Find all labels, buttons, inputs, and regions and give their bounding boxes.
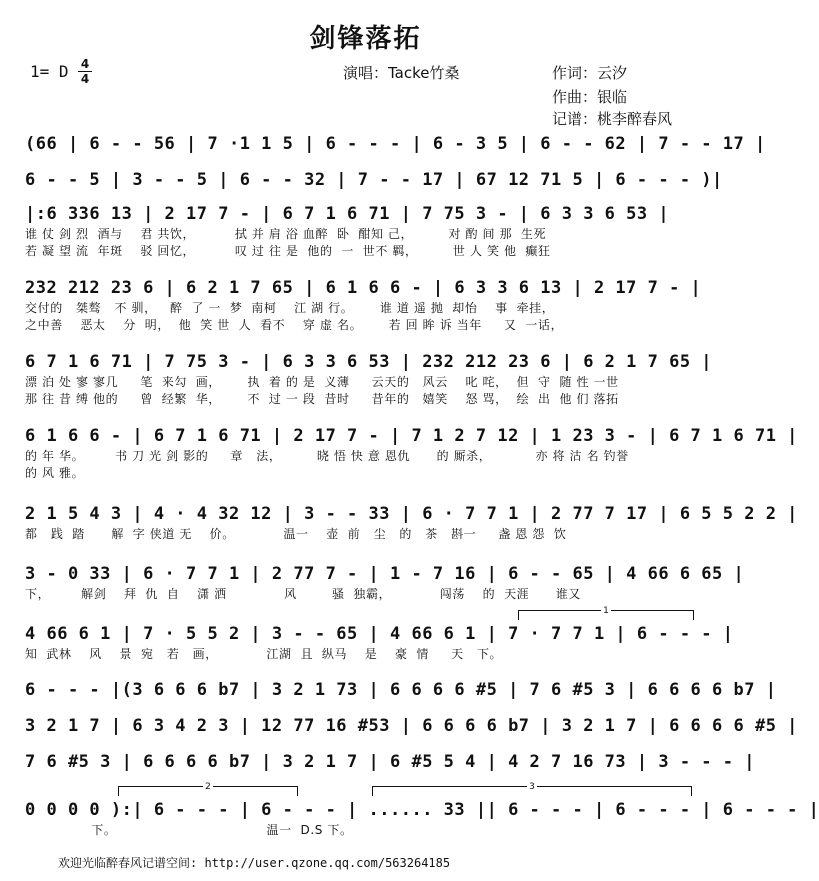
score-row: [25, 562, 745, 603]
score-row: [25, 424, 798, 482]
transcriber-credit: 记谱：桃李醉春风: [552, 110, 673, 128]
notation-line: 4 66 6 1 | 7 · 5 5 2 | 3 - - 65 | 4 66 6 1 | 7 · 7 7 1 | 6 - - - |: [25, 624, 734, 644]
notation-line: 3 2 1 7 | 6 3 4 2 3 | 12 77 16 #53 | 6 6 6 6 b7 | 3 2 1 7 | 6 6 6 6 #5 |: [25, 716, 798, 736]
notation-line: 6 7 1 6 71 | 7 75 3 - | 6 3 3 6 53 | 232 212 23 6 | 6 2 1 7 65 |: [25, 352, 713, 372]
notation-line: 2 1 5 4 3 | 4 · 4 32 12 | 3 - - 33 | 6 · 7 7 1 | 2 77 7 17 | 6 5 5 2 2 |: [25, 504, 798, 524]
notation-line: 6 - - - |(3 6 6 6 b7 | 3 2 1 73 | 6 6 6 6 #5 | 7 6 #5 3 | 6 6 6 6 b7 |: [25, 680, 777, 700]
volta-bracket-1: [518, 606, 694, 620]
lyric-line-2: 那 往 昔 缚 他的 曾 经繁 华， 不 过 一 段 昔时 昔年的 嬉笑 怒 骂， 绘 出 他 们 落拓: [25, 392, 619, 406]
footer-link-text: 欢迎光临醉春风记谱空间: http://user.qzone.qq.com/563264185: [58, 856, 451, 870]
notation-line: 6 1 6 6 - | 6 7 1 6 71 | 2 17 7 - | 7 1 2 7 12 | 1 23 3 - | 6 7 1 6 71 |: [25, 426, 798, 446]
notation-line: 232 212 23 6 | 6 2 1 7 65 | 6 1 6 6 - | 6 3 3 6 13 | 2 17 7 - |: [25, 278, 702, 298]
time-signature-bottom: 4: [80, 72, 90, 86]
score-row: [25, 350, 713, 408]
volta-label: 3: [529, 782, 535, 792]
lyric-line-2: 若 凝 望 流 年斑 驳 回忆， 叹 过 往 是 他的 一 世不 羁， 世 人 笑 他 癫狂: [25, 244, 551, 258]
lyric-line-2: 之中善 恶太 分 明， 他 笑 世 人 看不 穿 虚 名。 若 回 眸 诉 当年 又 一话，: [25, 318, 564, 332]
lyric-line-1: 下。 温一 D.S 下。: [25, 823, 353, 837]
score-row: [25, 202, 705, 260]
lyric-line-1: 谁 仗 剑 烈 酒与 君 共饮， 拭 并 肩 浴 血醉 卧 酣知 己， 对 酌 间 那 生死: [25, 227, 547, 241]
score-row: [25, 798, 819, 839]
notation-line: (66 | 6 - - 56 | 7 ·1 1 5 | 6 - - - | 6 - 3 5 | 6 - - 62 | 7 - - 17 |: [25, 134, 766, 154]
lyric-line-1: 的 年 华。 书 刀 光 剑 影的 章 法， 晓 悟 快 意 恩仇 的 厮杀， 亦 将 沽 名 钓誉: [25, 449, 629, 463]
score-row: [25, 750, 755, 774]
notation-line: |:6 336 13 | 2 17 7 - | 6 7 1 6 71 | 7 75 3 - | 6 3 3 6 53 |: [25, 204, 670, 224]
score-row: [25, 678, 777, 702]
lyricist-credit: 作词：云汐: [552, 64, 628, 82]
notation-line: 6 - - 5 | 3 - - 5 | 6 - - 32 | 7 - - 17 | 67 12 71 5 | 6 - - - )|: [25, 170, 723, 190]
composer-credit: 作曲：银临: [552, 88, 628, 106]
lyric-line-1: 都 践 踏 解 字 侠道 无 价。 温一 壶 前 尘 的 茶 斟一 盏 恩 怨 饮: [25, 527, 567, 541]
lyric-line-1: 交付的 桀骜 不 驯， 醉 了 一 梦 南柯 江 湖 行。 谁 道 遥 抛 却怡 事 牵挂，: [25, 301, 555, 315]
lyric-line-1: 漂 泊 处 寥 寥几 笔 来勾 画， 执 着 的 是 义薄 云天的 风云 叱 咤， 但 守 随 性 一世: [25, 375, 619, 389]
score-row: [25, 132, 766, 156]
volta-label: 1: [603, 606, 609, 616]
score-row: [25, 276, 705, 334]
notation-line: 3 - 0 33 | 6 · 7 7 1 | 2 77 7 - | 1 - 7 16 | 6 - - 65 | 4 66 6 65 |: [25, 564, 745, 584]
volta-bracket-3: [372, 782, 692, 796]
lyric-line-2: 的 风 雅。: [25, 466, 85, 480]
score-row: [25, 168, 723, 192]
volta-bracket-2: [118, 782, 298, 796]
volta-label: 2: [205, 782, 211, 792]
score-row: [25, 714, 798, 738]
lyric-line-1: 下， 解剑 拜 仇 自 潇 洒 风 骚 独霸， 闯荡 的 天涯 谁又: [25, 587, 581, 601]
key-signature: 1= D: [30, 62, 69, 81]
song-title: 剑锋落拓: [309, 24, 422, 54]
notation-line: 7 6 #5 3 | 6 6 6 6 b7 | 3 2 1 7 | 6 #5 5 4 | 4 2 7 16 73 | 3 - - - |: [25, 752, 755, 772]
score-row: [25, 622, 734, 663]
notation-line: 0 0 0 0 ):| 6 - - - | 6 - - - | ...... 33 || 6 - - - | 6 - - - | 6 - - - |: [25, 800, 819, 820]
score-row: [25, 502, 798, 543]
time-signature: [78, 58, 92, 85]
time-signature-top: 4: [80, 57, 90, 71]
lyric-line-1: 知 武林 风 景 宛 若 画， 江湖 且 纵马 是 豪 情 天 下。: [25, 647, 503, 661]
singer-credit: 演唱：Tacke竹桑: [343, 64, 460, 82]
